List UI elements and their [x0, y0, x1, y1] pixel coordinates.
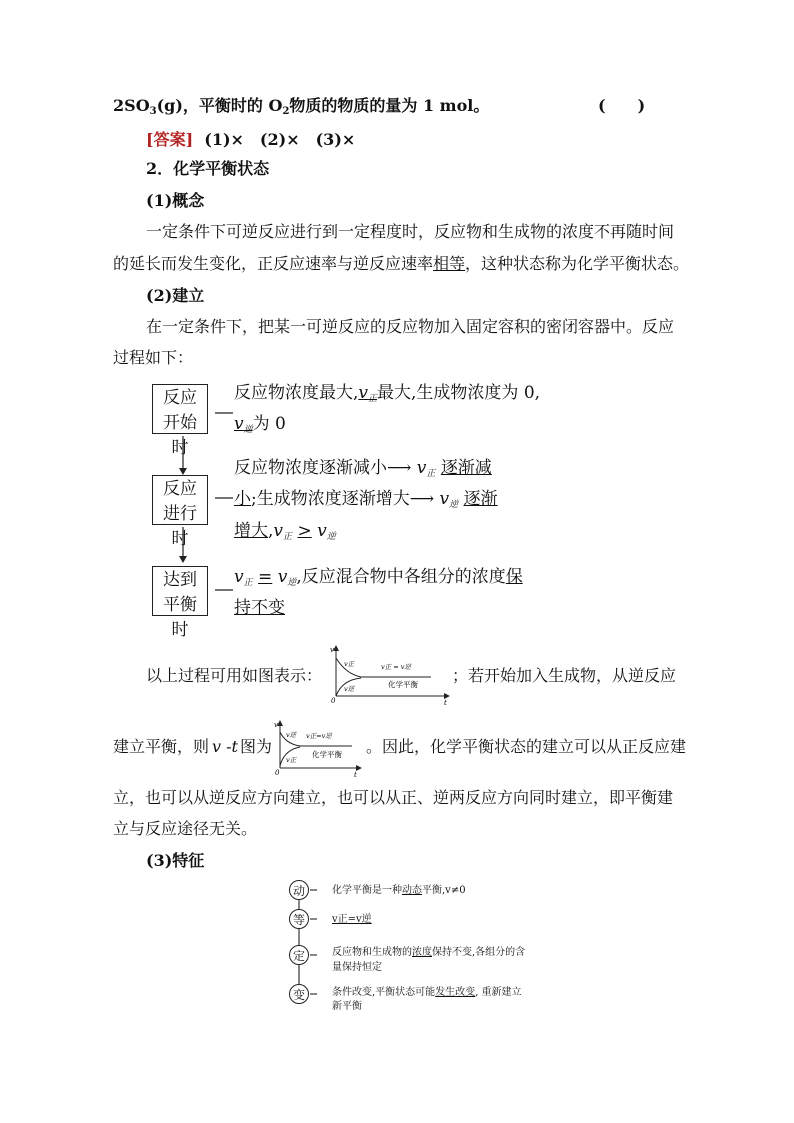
establish-line-2: 过程如下： [113, 348, 194, 367]
graph2-v-axis: v [274, 721, 278, 729]
graph-text-1a: 以上过程可用如图表示： [146, 666, 323, 685]
graph1-eq-label: 化学平衡 [388, 680, 418, 689]
stage2-line-2: 小;生成物浓度逐渐增大⟶ $v_逆$ 逐渐 [234, 489, 498, 510]
graph1-v-eq: v正 = v逆 [381, 663, 411, 671]
stage1-line-2: $v_逆$为 0 [234, 414, 286, 435]
graph2-eq-label: 化学平衡 [312, 750, 342, 759]
section-heading: 2．化学平衡状态 [146, 159, 270, 178]
graph1-v-zheng: v正 [344, 660, 355, 668]
vt-graph-forward [326, 644, 454, 706]
stage3-line-1: $v_正 = v_逆$,反应混合物中各组分的浓度保 [234, 567, 523, 588]
concept-heading: (1)概念 [146, 191, 205, 210]
graph-text-2b: 图为 [240, 737, 273, 756]
graph1-t-axis: t [444, 699, 447, 706]
feature-change-text-1: 条件改变,平衡状态可能发生改变, 重新建立 [332, 987, 522, 998]
concept-line-2: 的延长而发生变化，正反应速率与逆反应速率相等，这种状态称为化学平衡状态。 [113, 254, 690, 273]
graph2-t-axis: t [354, 771, 357, 778]
feature-fixed-text-2: 量保持恒定 [332, 962, 382, 973]
answer-line [146, 126, 355, 154]
question-tail: 2SO3(g)，平衡时的 O2物质的物质的量为 1 mol。 [113, 96, 490, 117]
answer-items: (1)× (2)× (3)× [204, 130, 356, 149]
feature-char-fixed: 定 [289, 945, 309, 965]
stage-box-equilibrium: 达到 平衡时 [152, 566, 208, 616]
answer-tag: [答案] [146, 130, 194, 149]
graph-text-3: 立，也可以从逆反应方向建立，也可以从正、逆两反应方向同时建立，即平衡建 [113, 788, 674, 807]
underlined-term: 相等 [433, 254, 466, 273]
feature-char-dynamic: 动 [289, 880, 309, 900]
vt-graph-reverse [272, 720, 366, 778]
stage-box-start: 反应 开始时 [152, 384, 208, 434]
feature-fixed-text-1: 反应物和生成物的浓度保持不变,各组分的含 [332, 947, 526, 958]
graph1-v-axis: v [330, 646, 334, 654]
graph2-v-eq: v正=v逆 [306, 732, 332, 740]
stage1-line-1: 反应物浓度最大$,v_正$最大,生成物浓度为 0, [234, 383, 541, 404]
graph-text-2c: 。因此，化学平衡状态的建立可以从正反应建 [366, 737, 687, 756]
graph1-v-ni: v逆 [344, 685, 355, 693]
feature-char-equal: 等 [289, 909, 309, 929]
graph-text-2a: 建立平衡，则 [113, 737, 210, 756]
graph2-v-zheng: v正 [286, 756, 297, 764]
stage3-line-2: 持不变 [234, 598, 285, 618]
feature-dynamic-text: 化学平衡是一种动态平衡,v≠0 [332, 885, 466, 896]
stage2-line-1: 反应物浓度逐渐减小⟶ $v_正$ 逐渐减 [234, 458, 492, 479]
feature-char-change: 变 [289, 984, 309, 1004]
establish-line-1: 在一定条件下，把某一可逆反应的反应物加入固定容积的密闭容器中。反应 [146, 317, 675, 336]
answer-paren: ( ) [598, 96, 646, 115]
establish-heading: (2)建立 [146, 286, 205, 305]
stage-box-progress: 反应 进行时 [152, 475, 208, 525]
graph2-origin: 0 [275, 769, 280, 777]
graph2-v-ni: v逆 [286, 731, 297, 739]
feature-equal-text: v正=v逆 [332, 914, 372, 925]
graph-text-2vt: v -t [212, 737, 238, 756]
feature-change-text-2: 新平衡 [332, 1001, 362, 1012]
concept-line-1: 一定条件下可逆反应进行到一定程度时，反应物和生成物的浓度不再随时间 [146, 222, 675, 241]
graph-text-4: 立与反应途径无关。 [113, 819, 258, 838]
features-heading: (3)特征 [146, 851, 205, 870]
stage2-line-3: 增大$,v_正 > v_逆$ [234, 521, 336, 542]
graph-text-1b: ；若开始加入生成物，从逆反应 [452, 666, 677, 685]
graph1-origin: 0 [331, 697, 336, 705]
